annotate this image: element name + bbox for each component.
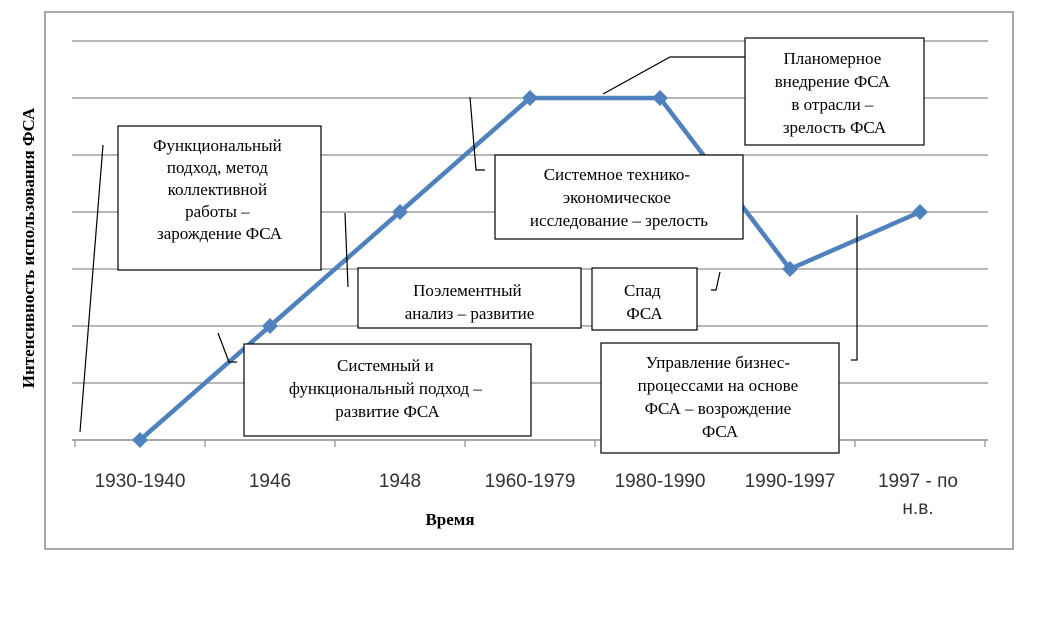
annotation-line: Системный и (337, 356, 434, 375)
x-tick-label-line: 1997 - по (877, 471, 959, 492)
annotation-line: зрелость ФСА (782, 118, 887, 137)
x-tick-label: 1990-1997 (744, 471, 836, 492)
annotation-line: экономическое (562, 188, 671, 207)
x-tick-label: 1930-1940 (94, 471, 186, 492)
annotation-line: исследование – зрелость (529, 211, 709, 230)
annotation-line: Функциональный (153, 136, 282, 155)
annotation-line: Системное технико- (543, 165, 691, 184)
annotation-line: Управление бизнес- (645, 353, 790, 372)
annotation-line: процессами на основе (637, 376, 799, 395)
annotation-line: функциональный подход – (288, 379, 482, 398)
x-tick-label: 1948 (378, 471, 422, 492)
annotation-line: ФСА (626, 304, 663, 323)
annotation-line: коллективной (167, 180, 268, 199)
annotation-line: ФСА – возрождение (644, 399, 792, 418)
y-axis-title: Интенсивность использования ФСА (19, 107, 38, 389)
annotation-line: Спад (624, 281, 661, 300)
annotation-line: анализ – развитие (404, 304, 535, 323)
x-axis-title: Время (425, 510, 475, 529)
annotation-line: внедрение ФСА (774, 72, 891, 91)
annotation-line: зарождение ФСА (157, 224, 282, 243)
x-tick-label-line: н.в. (902, 498, 934, 519)
annotation-line: ФСА (701, 422, 739, 441)
annotation-text-birth (153, 136, 286, 243)
annotation-line: Поэлементный (413, 281, 522, 300)
x-tick-label: 1960-1979 (484, 471, 576, 492)
x-tick-label: 1980-1990 (614, 471, 706, 492)
x-tick-label: 1946 (248, 471, 292, 492)
annotation-line: в отрасли – (791, 95, 874, 114)
annotation-line: работы – (185, 202, 250, 221)
annotation-line: Планомерное (783, 49, 882, 68)
annotation-line: подход, метод (166, 158, 268, 177)
annotation-line: развитие ФСА (335, 402, 440, 421)
